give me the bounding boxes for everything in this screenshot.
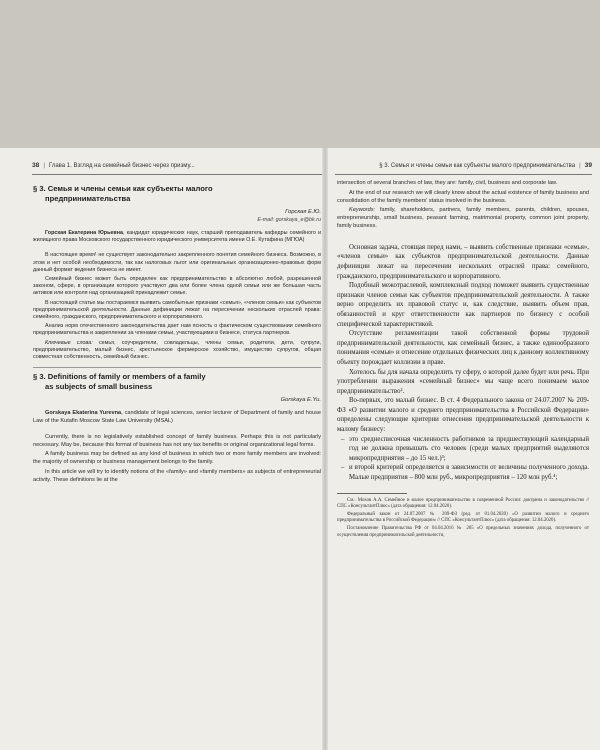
body-paragraph: Во-первых, это малый бизнес. В ст. 4 Федерального закона от 24.07.2007 № 209-ФЗ «О развитии малого и среднего предпринимательства в Российской Федерации» определены следующие критерии отнесения предпринимательской деятельности к малому бизнесу:: [337, 397, 589, 434]
en-paragraph: In this article we will try to identify notions of the «family» and «family members» as subjects of entrepreneurial activity. These definitions lie at the: [33, 469, 321, 483]
right-column: [337, 180, 589, 541]
ru-paragraph: Анализ норм отечественного законодательства дает нам ясность о фактическом существовании семейного предпринимательства и закреплении за членами семьи, участвующими в бизнесе, статуса партнеров.: [33, 323, 321, 337]
footnote: См.: Мохов А.А. Семейное и малое предпринимательство в современной России: доктрина и законодательство // СПС «КонсультантПлюс» (дата обращения: 12.04.2020).: [337, 497, 589, 509]
en-paragraph: At the end of our research we will clearly know about the actual existence of family business and consolidation of the family members' status involved in the business.: [337, 189, 589, 204]
page-number-right: 39: [584, 162, 592, 169]
section-divider: [33, 367, 321, 368]
en-author: Gorskaya E.Yu.: [280, 397, 321, 404]
body-paragraph: Отсутствие регламентации такой собственной формы трудовой предпринимательской деятельности, как семейный бизнес, а также единообразного понимания «семья» и отнесение отдельных физических лиц к данному коллективному объекту порождает коллизии в праве.: [337, 330, 589, 366]
ru-keywords: Ключевые слова: семья, соучредители, совладельцы, члены семьи, родители, дети, супруги, предпринимательство, малый бизнес, крестьянское фермерское хозяйство, имущество супругов, общая совместная собственность, семейный бизнес.: [33, 339, 321, 361]
en-section-title: § 3. Definitions of family or members of a family as subjects of small business: [33, 372, 206, 392]
ru-author-email: E-mail: gorskaya_e@bk.ru: [257, 217, 321, 223]
section-title-header: § 3. Семья и члены семьи как субъекты малого предпринимательства: [379, 163, 576, 169]
ru-author: Горская Е.Ю.: [285, 209, 321, 215]
en-paragraph: intersection of several branches of law, they are: family, civil, business and corporate law.: [337, 180, 558, 186]
body-paragraph: Основная задача, стоящая перед нами, – выявить собственные признаки «семья», «членов семьи» как субъектов предпринимательской деятельности. Данные дефиниции лежат на пересечении нескольких отраслей права: семейного, гражданского, предпринимательского и корпоративного.: [337, 243, 589, 280]
left-page: [0, 148, 323, 750]
ru-paragraph: В настоящее время¹ не существует законодательно закрепленного понятия семейного бизнеса. Возможно, в этом и нет особой необходимости, так как налоговых льгот или оригинальных организационно-правовых форм данный формат ведения бизнеса не имеет.: [33, 252, 321, 273]
body-paragraph: Подобный межотраслевой, комплексный подход поможет выявить существенные признаки членов семьи как субъектов предпринимательской деятельности. А также верно определить их правовой статус и, как следствие, выявить объем прав, обязанностей и круг ответственности как партнеров по бизнесу с особой специфической характеристикой.: [337, 282, 589, 328]
page-number-left: 38: [32, 162, 40, 169]
list-item: – это среднесписочная численность работников за предшествующий календарный год не должна превышать сто человек (среди малых предприятий выделяются микропредприятия – до 15 чел.)³;: [337, 435, 589, 464]
ru-section-title: § 3. Семья и члены семьи как субъекты малого предпринимательства: [33, 184, 213, 203]
footnote-rule: [337, 493, 407, 494]
ru-paragraph: Семейный бизнес может быть определен как предпринимательство в абсолютно любой, разрешенной законом, сфере, в организации которого участвуют два или более члена одной семьи или же большая часть активов или контроля над организацией принадлежит семье.: [33, 276, 321, 297]
right-page: [327, 148, 600, 750]
footnote: Постановление Правительства РФ от 04.04.2016 № 265 «О предельных значениях дохода, полученного от осуществления предпринимательской деятельности,: [337, 526, 589, 538]
running-header-left: 38 | Глава 1. Взгляд на семейный бизнес через призму...: [32, 162, 322, 175]
en-paragraph: A family business may be defined as any kind of business in which two or more family members are involved: the majority of ownership or business management belongs to the family.: [33, 451, 321, 466]
en-keywords: Keywords: family, shareholders, partners, family members, parents, children, spouses, entrepreneurship, small business, peasant farming, matrimonial property, common joint property, family business.: [337, 207, 589, 229]
en-author-info: Gorskaya Ekaterina Yurevna, candidate of legal sciences, senior lecturer of Department of family and house Law of the Kutafin Moscow State Law University (MSAL): [33, 410, 321, 425]
list-item: – и второй критерий определяется в зависимости от величины полученного дохода. Малые предприятия – 800 млн руб., микропредприятия – 120 млн руб.⁴;: [337, 463, 589, 482]
en-paragraph: Currently, there is no legislatively established concept of family business. Perhaps this is not particularly necessary. May be, because this format of business has not any tax benefits or original organizational legal forms.: [33, 433, 321, 448]
book-spread: [0, 148, 600, 750]
left-column: [33, 180, 321, 487]
chapter-title: Глава 1. Взгляд на семейный бизнес через призму...: [48, 163, 195, 169]
ru-author-info: Горская Екатерина Юрьевна, кандидат юридических наук, старший преподаватель кафедры семейного и жилищного права Московского государственного юридического университета имени О.Е. Кутафина (МГЮА): [33, 230, 321, 244]
running-header-right: § 3. Семья и члены семьи как субъекты малого предпринимательства | 39: [335, 162, 592, 175]
footnote: Федеральный закон от 24.07.2007 № 209-ФЗ (ред. от 01.04.2020) «О развитии малого и среднего предпринимательства в Российской Федерации» // СПС «КонсультантПлюс» (дата обращения: 12.04.2020).: [337, 512, 589, 524]
body-paragraph: Хотелось бы для начала определить ту сферу, о которой далее будет или речь. При употреблении выражения «семейный бизнес» мы чаще всего понимаем малое предпринимательство².: [337, 368, 589, 395]
ru-paragraph: В настоящей статье мы постараемся выявить самобытные признаки «семья», «членов семьи» как субъектов предпринимательской деятельности. Данные дефиниции лежат на пересечении нескольких отраслей права: семейного, гражданского, предпринимательского и корпоративного.: [33, 299, 321, 321]
